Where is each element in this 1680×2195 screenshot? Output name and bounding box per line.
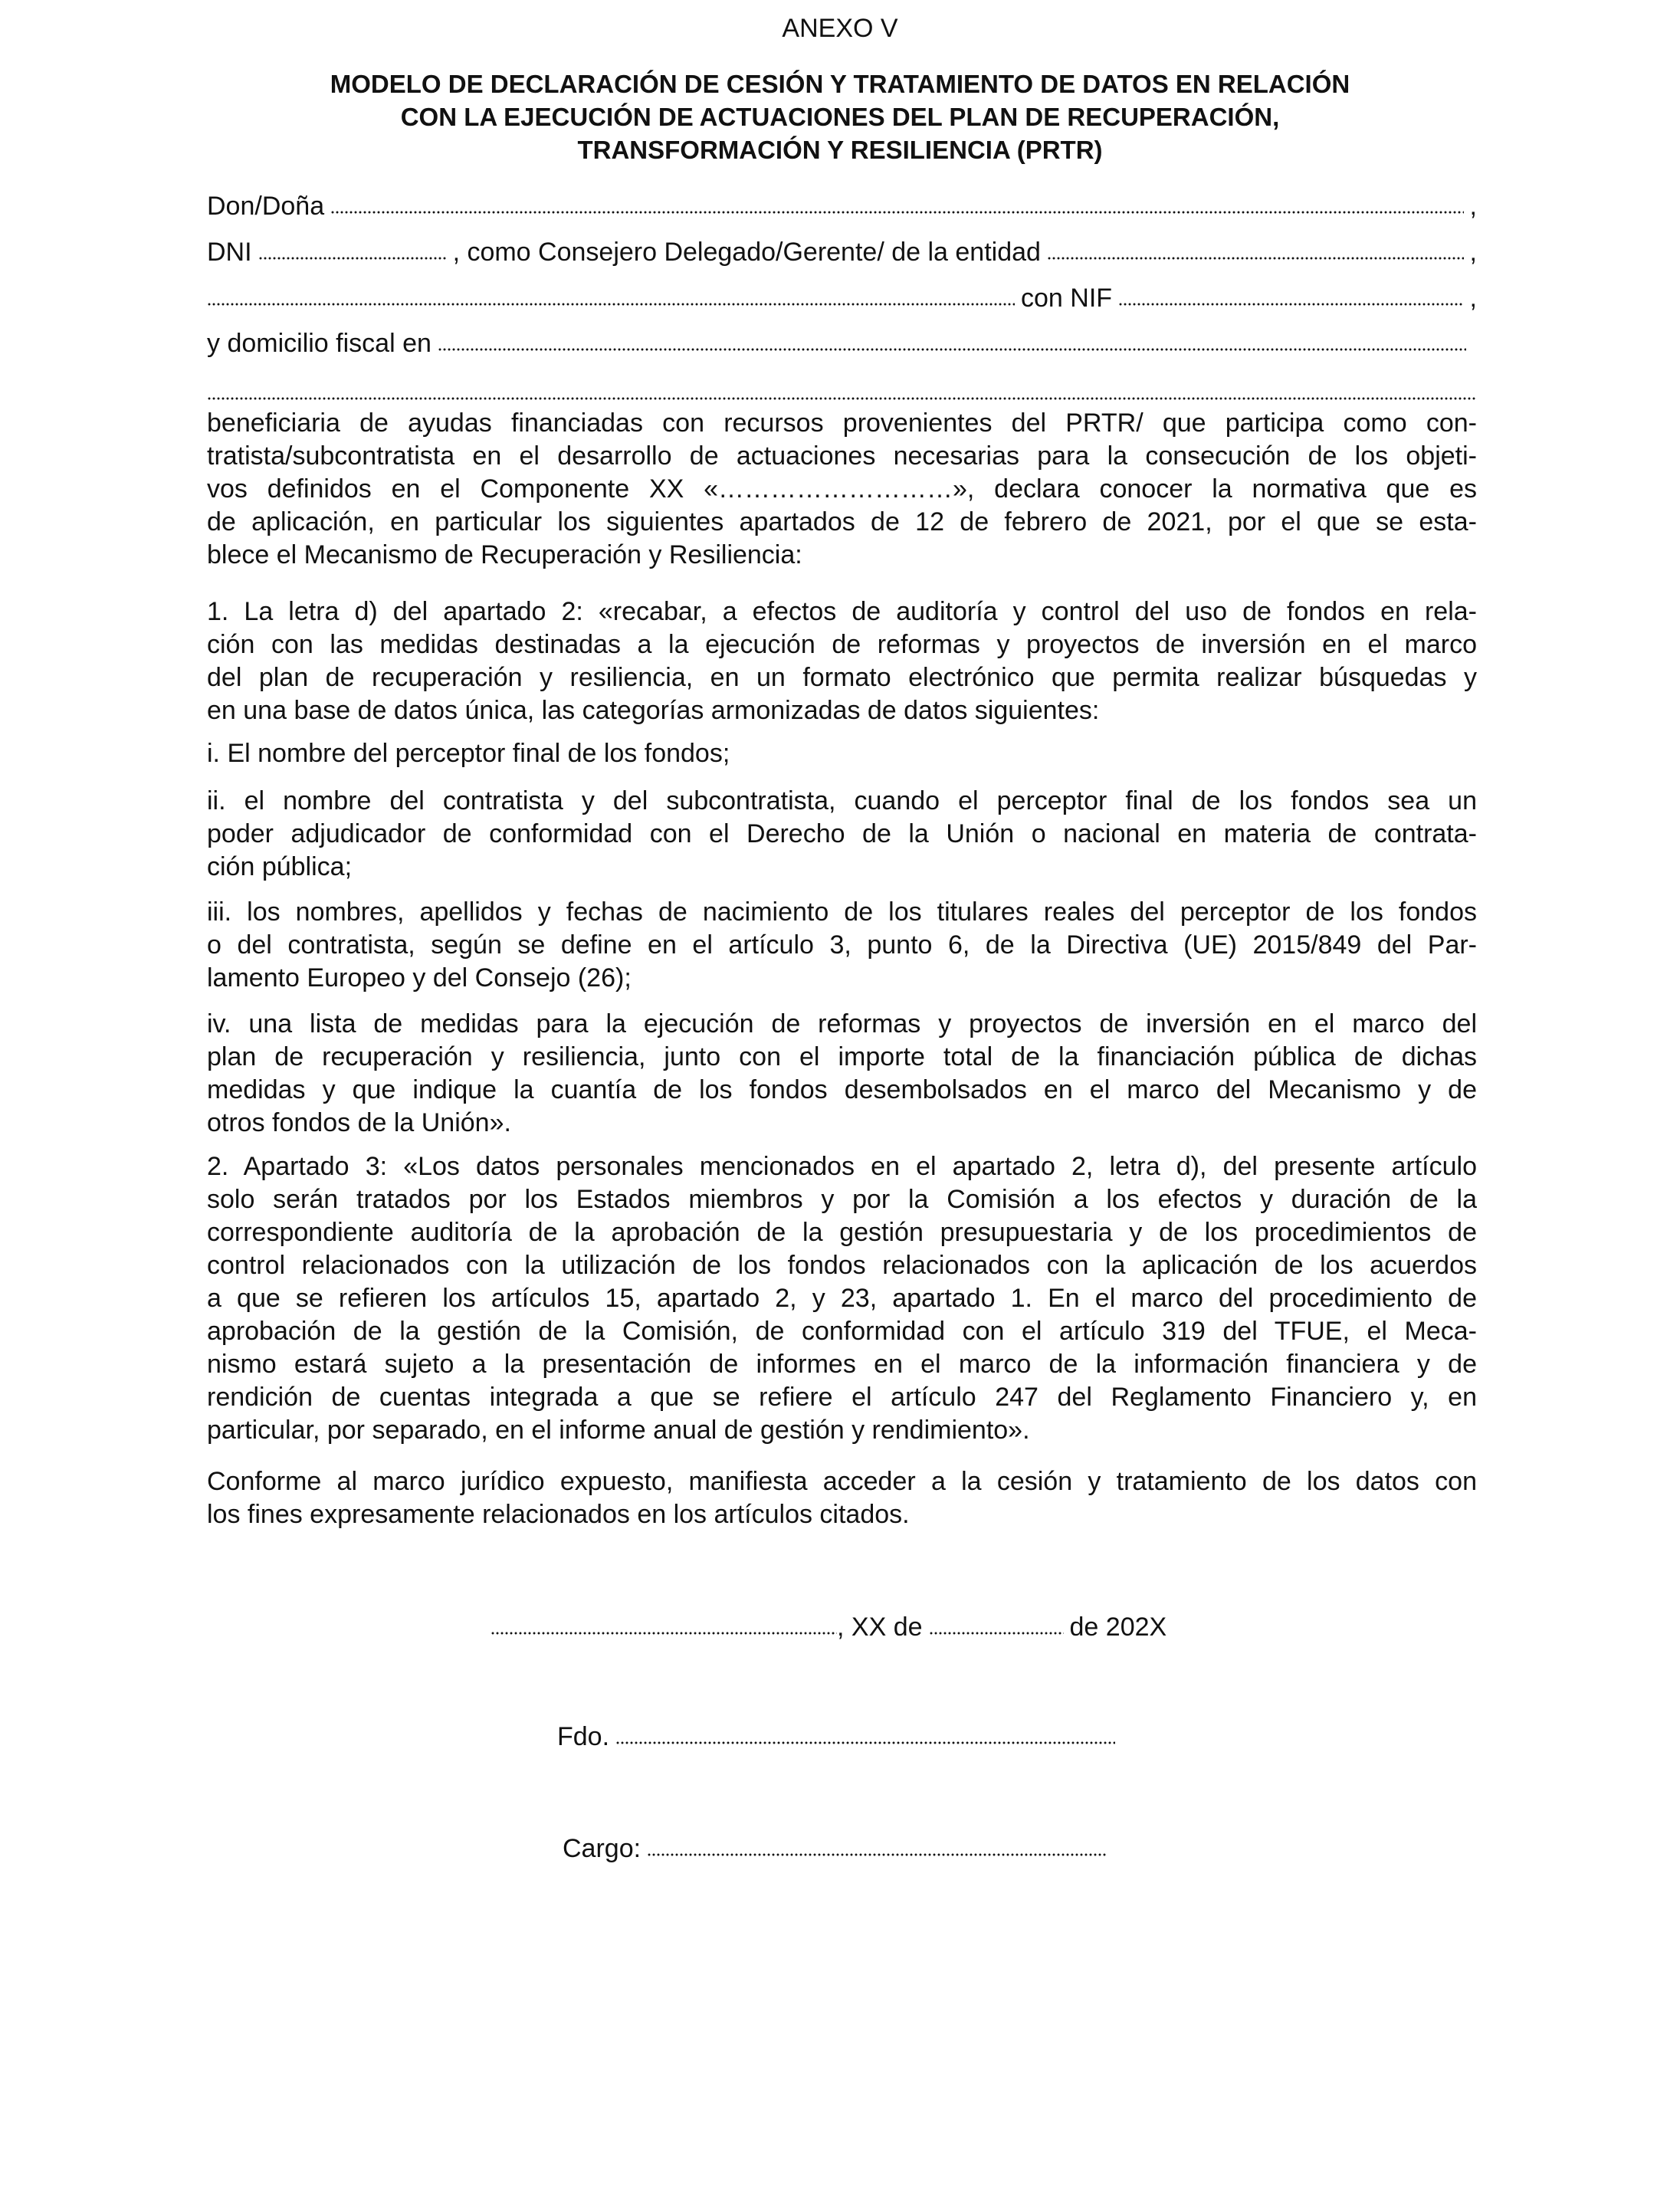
text-line: 1. La letra d) del apartado 2: «recabar, a efectos de auditoría y control del uso de fondos en rela- <box>207 597 1477 626</box>
text-line: control relacionados con la utilización de los fondos relacionados con la aplicación de los acuerdos <box>207 1251 1477 1280</box>
item-iv <box>207 1008 1477 1140</box>
signature-blank[interactable] <box>615 1741 1115 1745</box>
text-line: ción pública; <box>207 852 353 881</box>
text-line: iv. una lista de medidas para la ejecución de reformas y proyectos de inversión en el marco del <box>207 1009 1477 1038</box>
text-line: correspondiente auditoría de la aprobación de la gestión presupuestaria y de los procedimientos de <box>207 1218 1477 1247</box>
role-label: , como Consejero Delegado/Gerente/ de la entidad <box>452 238 1041 267</box>
address-label: y domicilio fiscal en <box>207 329 431 358</box>
text-line: del plan de recuperación y resiliencia, en un formato electrónico que permita realizar búsquedas y <box>207 663 1477 692</box>
text-line: a que se refieren los artículos 15, apartado 2, y 23, apartado 1. En el marco del procedimiento de <box>207 1284 1477 1313</box>
text-line: ii. el nombre del contratista y del subcontratista, cuando el perceptor final de los fondos sea un <box>207 786 1477 815</box>
address-continuation[interactable] <box>207 376 1477 409</box>
text-line: poder adjudicador de conformidad con el Derecho de la Unión o nacional en materia de contrata- <box>207 819 1477 848</box>
item-iii <box>207 896 1477 995</box>
address-field[interactable] <box>207 327 1477 360</box>
text-line: de aplicación, en particular los siguientes apartados de 12 de febrero de 2021, por el que se esta- <box>207 507 1477 536</box>
nif-blank[interactable] <box>1118 302 1464 307</box>
text-line: Conforme al marco jurídico expuesto, manifiesta acceder a la cesión y tratamiento de los datos con <box>207 1467 1477 1496</box>
comma: , <box>1469 192 1477 221</box>
text-line: otros fondos de la Unión». <box>207 1108 511 1137</box>
text-line: i. El nombre del perceptor final de los fondos; <box>207 739 730 768</box>
closing-paragraph <box>207 1465 1477 1531</box>
text-line: 2. Apartado 3: «Los datos personales mencionados en el apartado 2, letra d), del presente artículo <box>207 1152 1477 1181</box>
date-line[interactable] <box>491 1611 1166 1644</box>
entity-blank[interactable] <box>1047 256 1464 261</box>
entity-name-blank[interactable] <box>207 302 1015 307</box>
text-line: blece el Mecanismo de Recuperación y Resiliencia: <box>207 540 802 569</box>
address-blank[interactable] <box>438 347 1466 352</box>
comma: , <box>1469 284 1477 313</box>
name-blank[interactable] <box>330 210 1463 215</box>
address-blank-2[interactable] <box>207 396 1477 401</box>
paragraph-2 <box>207 1150 1477 1447</box>
text-line: o del contratista, según se define en el artículo 3, punto 6, de la Directiva (UE) 2015/849 del Par- <box>207 930 1477 960</box>
paragraph-1 <box>207 596 1477 727</box>
text-line: ción con las medidas destinadas a la ejecución de reformas y proyectos de inversión en el marco <box>207 630 1477 659</box>
text-line: beneficiaria de ayudas financiadas con recursos provenientes del PRTR/ que participa como con- <box>207 408 1477 438</box>
name-label: Don/Doña <box>207 192 325 221</box>
position-line[interactable] <box>563 1832 1113 1865</box>
dni-field[interactable] <box>207 236 1477 269</box>
month-blank[interactable] <box>929 1631 1064 1636</box>
text-line: particular, por separado, en el informe anual de gestión y rendimiento». <box>207 1416 1030 1445</box>
title-line: CON LA EJECUCIÓN DE ACTUACIONES DEL PLAN DE RECUPERACIÓN, <box>400 103 1280 131</box>
document-title <box>0 67 1680 166</box>
text-line: en una base de datos única, las categorías armonizadas de datos siguientes: <box>207 696 1100 725</box>
text-line: iii. los nombres, apellidos y fechas de nacimiento de los titulares reales del perceptor de los fondos <box>207 897 1477 927</box>
nif-label: con NIF <box>1021 284 1113 313</box>
nif-field[interactable] <box>207 282 1477 315</box>
title-line: MODELO DE DECLARACIÓN DE CESIÓN Y TRATAMIENTO DE DATOS EN RELACIÓN <box>330 70 1350 98</box>
signature-label: Fdo. <box>557 1722 610 1751</box>
signature-line[interactable] <box>557 1721 1121 1754</box>
text-line: medidas y que indique la cuantía de los fondos desembolsados en el marco del Mecanismo y de <box>207 1075 1477 1104</box>
position-label: Cargo: <box>563 1834 641 1863</box>
text-line: vos definidos en el Componente XX «………………………», declara conocer la normativa que es <box>207 474 1477 504</box>
position-blank[interactable] <box>647 1852 1107 1857</box>
text-line: rendición de cuentas integrada a que se refiere el artículo 247 del Reglamento Financiero y, en <box>207 1383 1477 1412</box>
name-field[interactable] <box>207 190 1477 223</box>
text-line: los fines expresamente relacionados en los artículos citados. <box>207 1500 910 1529</box>
text-line: solo serán tratados por los Estados miembros y por la Comisión a los efectos y duración de la <box>207 1185 1477 1214</box>
item-i <box>207 737 1477 770</box>
text-line: aprobación de la gestión de la Comisión, de conformidad con el artículo 319 del TFUE, el Meca- <box>207 1317 1477 1346</box>
date-year-label: de 202X <box>1069 1613 1167 1642</box>
text-line: lamento Europeo y del Consejo (26); <box>207 963 632 993</box>
comma: , <box>1469 238 1477 267</box>
intro-paragraph <box>207 407 1477 572</box>
dni-label: DNI <box>207 238 252 267</box>
text-line: tratista/subcontratista en el desarrollo de actuaciones necesarias para la consecución de los objeti- <box>207 441 1477 471</box>
place-blank[interactable] <box>491 1631 837 1636</box>
text-line: nismo estará sujeto a la presentación de informes en el marco de la información financiera y de <box>207 1350 1477 1379</box>
dni-blank[interactable] <box>258 256 447 261</box>
annex-label: ANEXO V <box>782 14 898 43</box>
date-day-label: , XX de <box>837 1613 923 1642</box>
text-line: plan de recuperación y resiliencia, junto con el importe total de la financiación pública de dichas <box>207 1042 1477 1071</box>
title-line: TRANSFORMACIÓN Y RESILIENCIA (PRTR) <box>577 136 1103 164</box>
item-ii <box>207 785 1477 884</box>
